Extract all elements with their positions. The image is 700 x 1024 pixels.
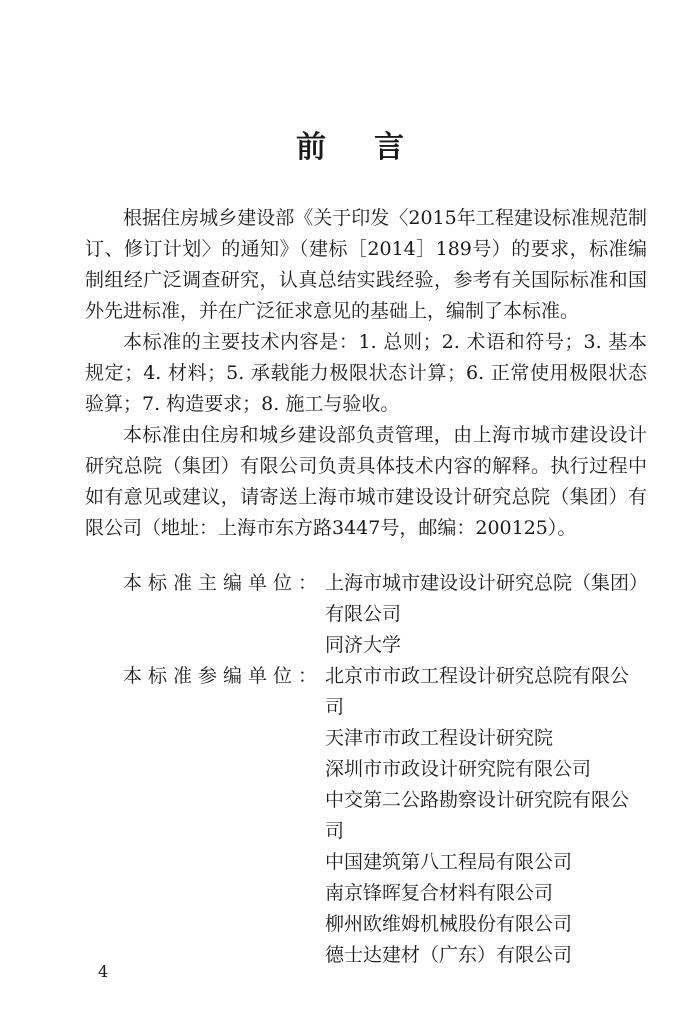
paragraph-contents: 本标准的主要技术内容是：1. 总则；2. 术语和符号；3. 基本规定；4. 材料；5. 承载能力极限状态计算；6. 正常使用极限状态验算；7. 构造要求；8. 施工与验收。 [85,331,647,415]
participating-units-label: 本标准参编单位： [123,665,324,687]
participating-unit-item: 德士达建材（广东）有限公司 [325,944,573,966]
participating-unit-item: 北京市市政工程设计研究总院有限公司 [325,665,630,718]
chief-units-block [85,568,647,661]
page-number: 4 [98,962,109,981]
participating-units-row [85,661,647,971]
participating-unit-item: 深圳市市政设计研究院有限公司 [325,758,592,780]
preface-body [85,203,647,544]
participating-units-block [85,661,647,971]
paragraph-management: 本标准由住房和城乡建设部负责管理，由上海市城市建设设计研究总院（集团）有限公司负责具体技术内容的解释。执行过程中如有意见或建议，请寄送上海市城市建设设计研究总院（集团）有限公司（地址：上海市东方路3447号，邮编：200125）。 [85,424,647,539]
participating-unit-item: 中国建筑第八工程局有限公司 [325,851,573,873]
chief-unit-item: 同济大学 [325,634,402,656]
chief-units-label: 本标准主编单位： [123,572,324,594]
participating-unit-item: 中交第二公路勘察设计研究院有限公司 [325,789,630,842]
chief-unit-item: 上海市城市建设设计研究总院（集团）有限公司 [325,572,639,625]
participating-unit-item: 天津市市政工程设计研究院 [325,727,554,749]
page-title: 前言 [296,130,452,165]
participating-units-list [325,661,647,971]
paragraph-background: 根据住房城乡建设部《关于印发〈2015年工程建设标准规范制订、修订计划〉的通知》（建标［2014］189号）的要求，标准编制组经广泛调查研究，认真总结实践经验，参考有关国际标准和国外先进标准，并在广泛征求意见的基础上，编制了本标准。 [85,207,647,322]
chief-units-list [325,568,647,661]
participating-unit-item: 柳州欧维姆机械股份有限公司 [325,913,573,935]
participating-unit-item: 南京锋晖复合材料有限公司 [325,882,554,904]
chief-units-row [85,568,647,661]
